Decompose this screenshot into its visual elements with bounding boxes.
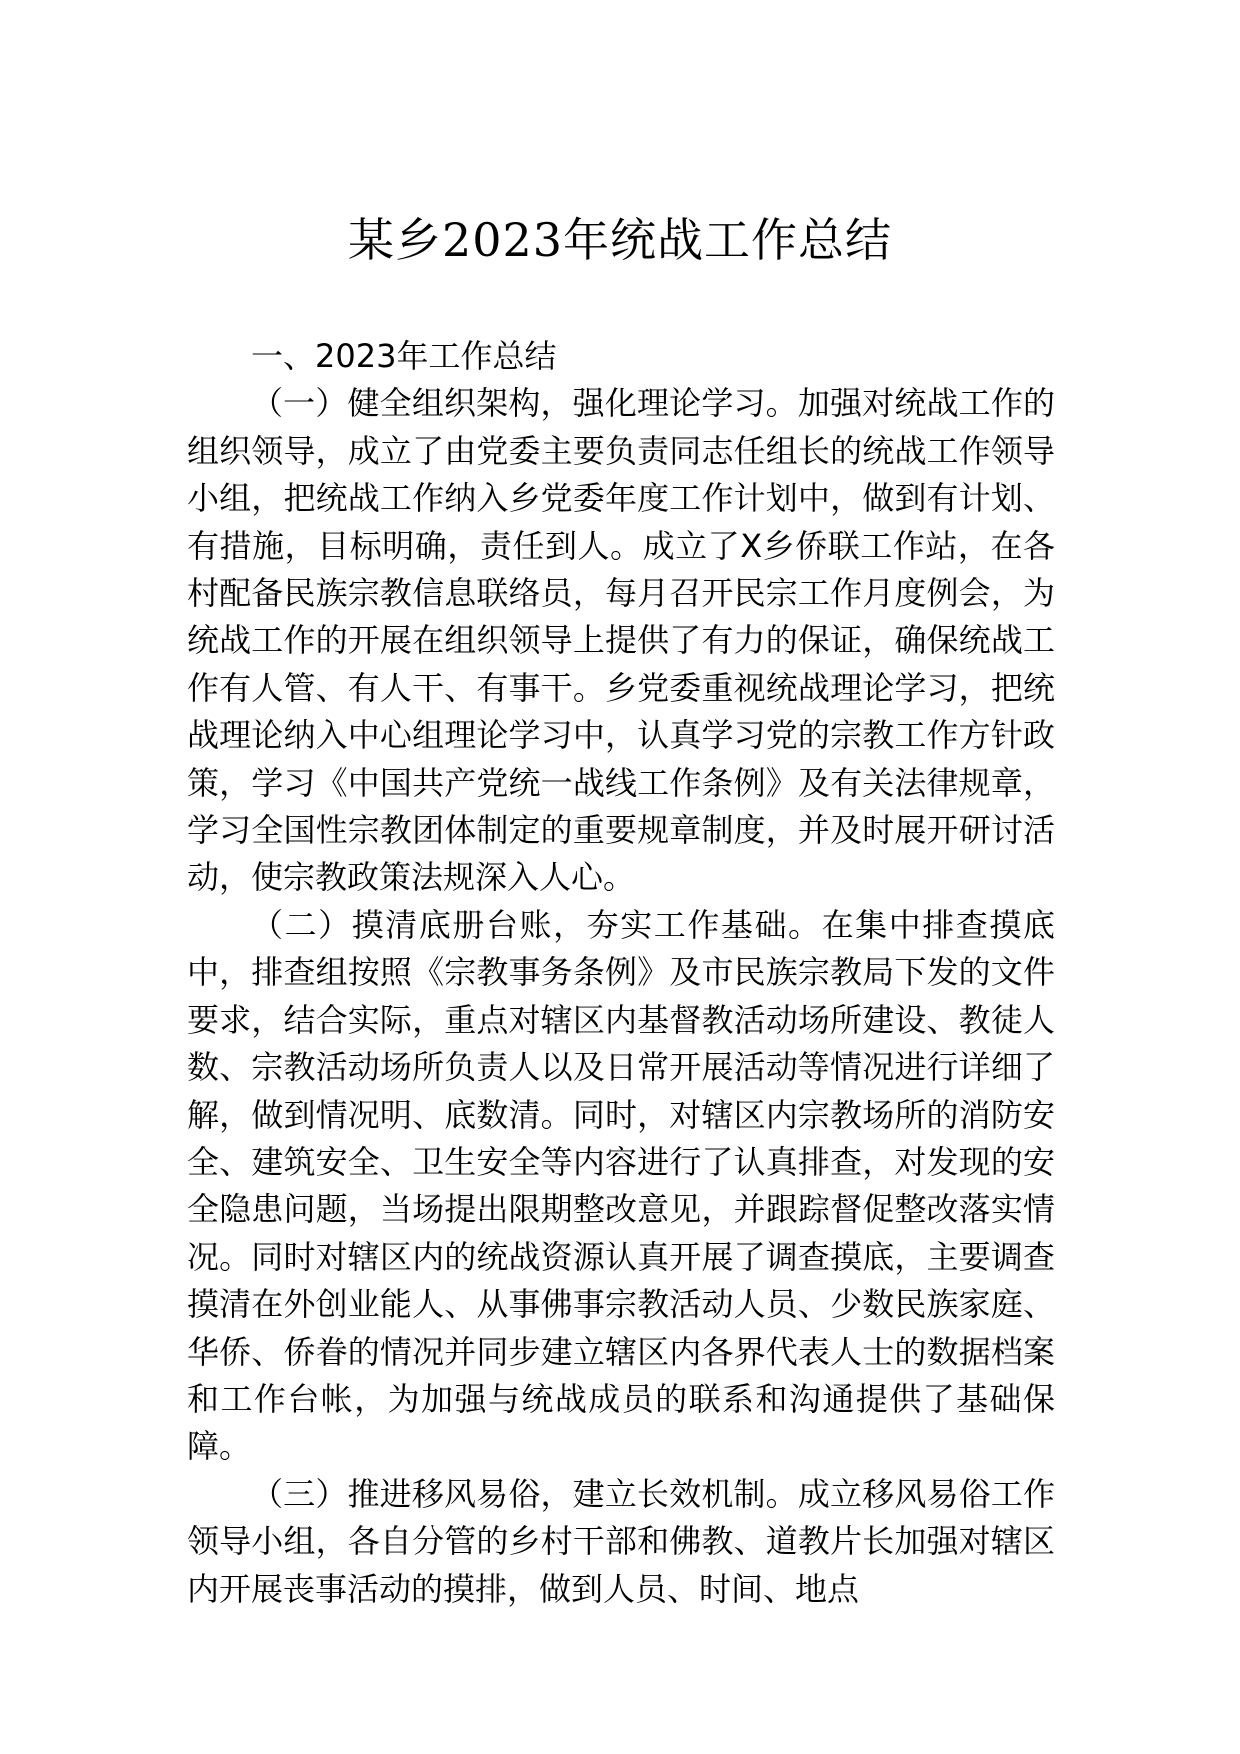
section-heading: 一、2023年工作总结 bbox=[251, 337, 557, 375]
document-body bbox=[187, 333, 1055, 1613]
paragraph: （一）健全组织架构，强化理论学习。加强对统战工作的组织领导，成立了由党委主要负责同志任组长的统战工作领导小组，把统战工作纳入乡党委年度工作计划中，做到有计划、有措施，目标明确，责任到人。成立了X乡侨联工作站，在各村配备民族宗教信息联络员，每月召开民宗工作月度例会，为统战工作的开展在组织领导上提供了有力的保证，确保统战工作有人管、有人干、有事干。乡党委重视统战理论学习，把统战理论纳入中心组理论学习中，认真学习党的宗教工作方针政策，学习《中国共产党统一战线工作条例》及有关法律规章，学习全国性宗教团体制定的重要规章制度，并及时展开研讨活动，使宗教政策法规深入人心。 bbox=[187, 384, 1055, 897]
paragraph: （三）推进移风易俗，建立长效机制。成立移风易俗工作领导小组，各自分管的乡村干部和佛教、道教片长加强对辖区内开展丧事活动的摸排，做到人员、时间、地点 bbox=[187, 1474, 1055, 1608]
paragraph: （二）摸清底册台账，夯实工作基础。在集中排查摸底中，排查组按照《宗教事务条例》及市民族宗教局下发的文件要求，结合实际，重点对辖区内基督教活动场所建设、教徒人数、宗教活动场所负责人以及日常开展活动等情况进行详细了解，做到情况明、底数清。同时，对辖区内宗教场所的消防安全、建筑安全、卫生安全等内容进行了认真排查，对发现的安全隐患问题，当场提出限期整改意见，并跟踪督促整改落实情况。同时对辖区内的统战资源认真开展了调查摸底，主要调查摸清在外创业能人、从事佛事宗教活动人员、少数民族家庭、华侨、侨眷的情况并同步建立辖区内各界代表人士的数据档案和工作台帐，为加强与统战成员的联系和沟通提供了基础保障。 bbox=[187, 905, 1055, 1466]
document-title: 某乡2023年统战工作总结 bbox=[347, 213, 893, 267]
